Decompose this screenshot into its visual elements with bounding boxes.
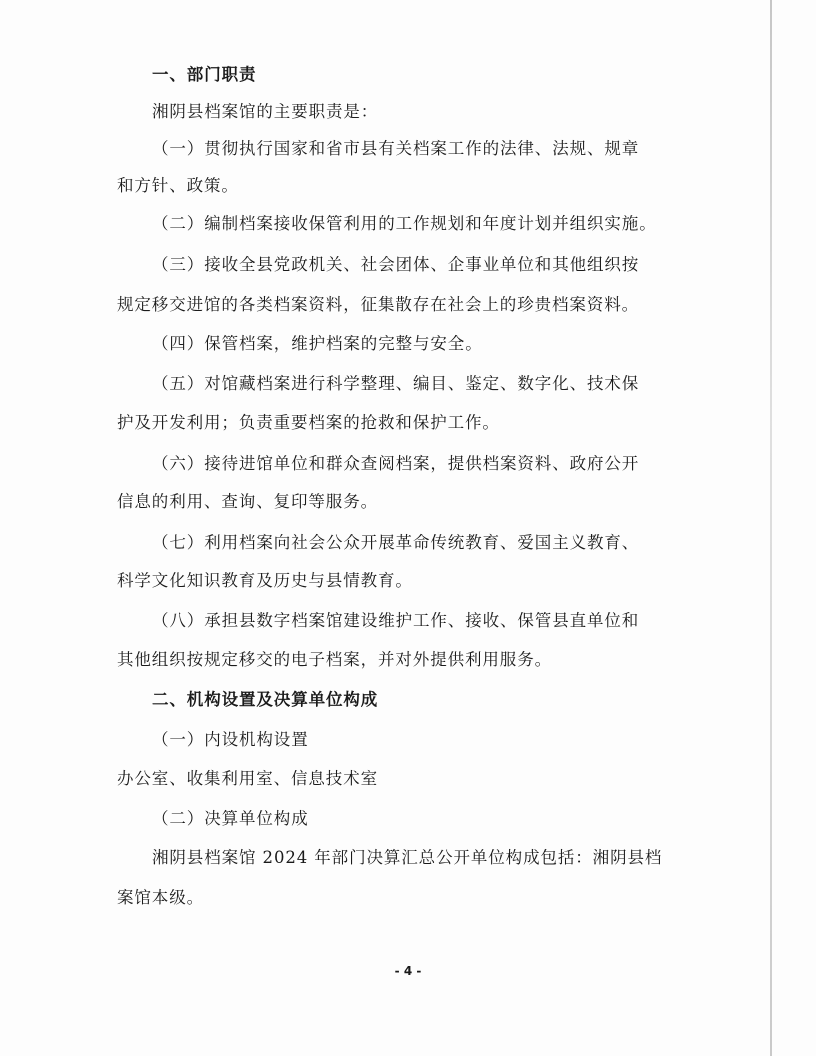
duty-5-line-1: （五）对馆藏档案进行科学整理、编目、鉴定、数字化、技术保 <box>152 374 640 393</box>
duty-8-line-1: （八）承担县数字档案馆建设维护工作、接收、保管县直单位和 <box>152 611 640 630</box>
duty-1-line-1: （一）贯彻执行国家和省市县有关档案工作的法律、法规、规章 <box>152 139 640 158</box>
duty-1-line-2: 和方针、政策。 <box>117 176 239 195</box>
section2-heading: 二、机构设置及决算单位构成 <box>152 690 379 709</box>
duty-5-line-2: 护及开发利用；负责重要档案的抢救和保护工作。 <box>117 413 500 432</box>
duty-7-line-1: （七）利用档案向社会公众开展革命传统教育、爱国主义教育、 <box>152 533 640 552</box>
duty-8-line-2: 其他组织按规定移交的电子档案，并对外提供利用服务。 <box>117 650 552 669</box>
duty-6-line-1: （六）接待进馆单位和群众查阅档案，提供档案资料、政府公开 <box>152 454 640 473</box>
duty-3-line-2: 规定移交进馆的各类档案资料，征集散存在社会上的珍贵档案资料。 <box>117 295 639 314</box>
intro-paragraph: 湘阴县档案馆的主要职责是： <box>152 102 379 121</box>
subsection-2-heading: （二）决算单位构成 <box>152 809 309 828</box>
duty-4-line-1: （四）保管档案，维护档案的完整与安全。 <box>152 334 483 353</box>
section1-heading: 一、部门职责 <box>152 65 257 84</box>
duty-7-line-2: 科学文化知识教育及历史与县情教育。 <box>117 571 413 590</box>
duty-6-line-2: 信息的利用、查询、复印等服务。 <box>117 492 378 511</box>
subsection-2-line-1: 湘阴县档案馆 2024 年部门决算汇总公开单位构成包括：湘阴县档 <box>152 848 663 867</box>
page-number: - 4 - <box>394 964 422 978</box>
duty-3-line-1: （三）接收全县党政机关、社会团体、企事业单位和其他组织按 <box>152 255 640 274</box>
scan-edge-shadow <box>770 0 772 1056</box>
subsection-1-heading: （一）内设机构设置 <box>152 730 309 749</box>
subsection-1-text: 办公室、收集利用室、信息技术室 <box>117 769 378 788</box>
duty-2-line-1: （二）编制档案接收保管利用的工作规划和年度计划并组织实施。 <box>152 214 657 233</box>
subsection-2-line-2: 案馆本级。 <box>117 888 204 907</box>
